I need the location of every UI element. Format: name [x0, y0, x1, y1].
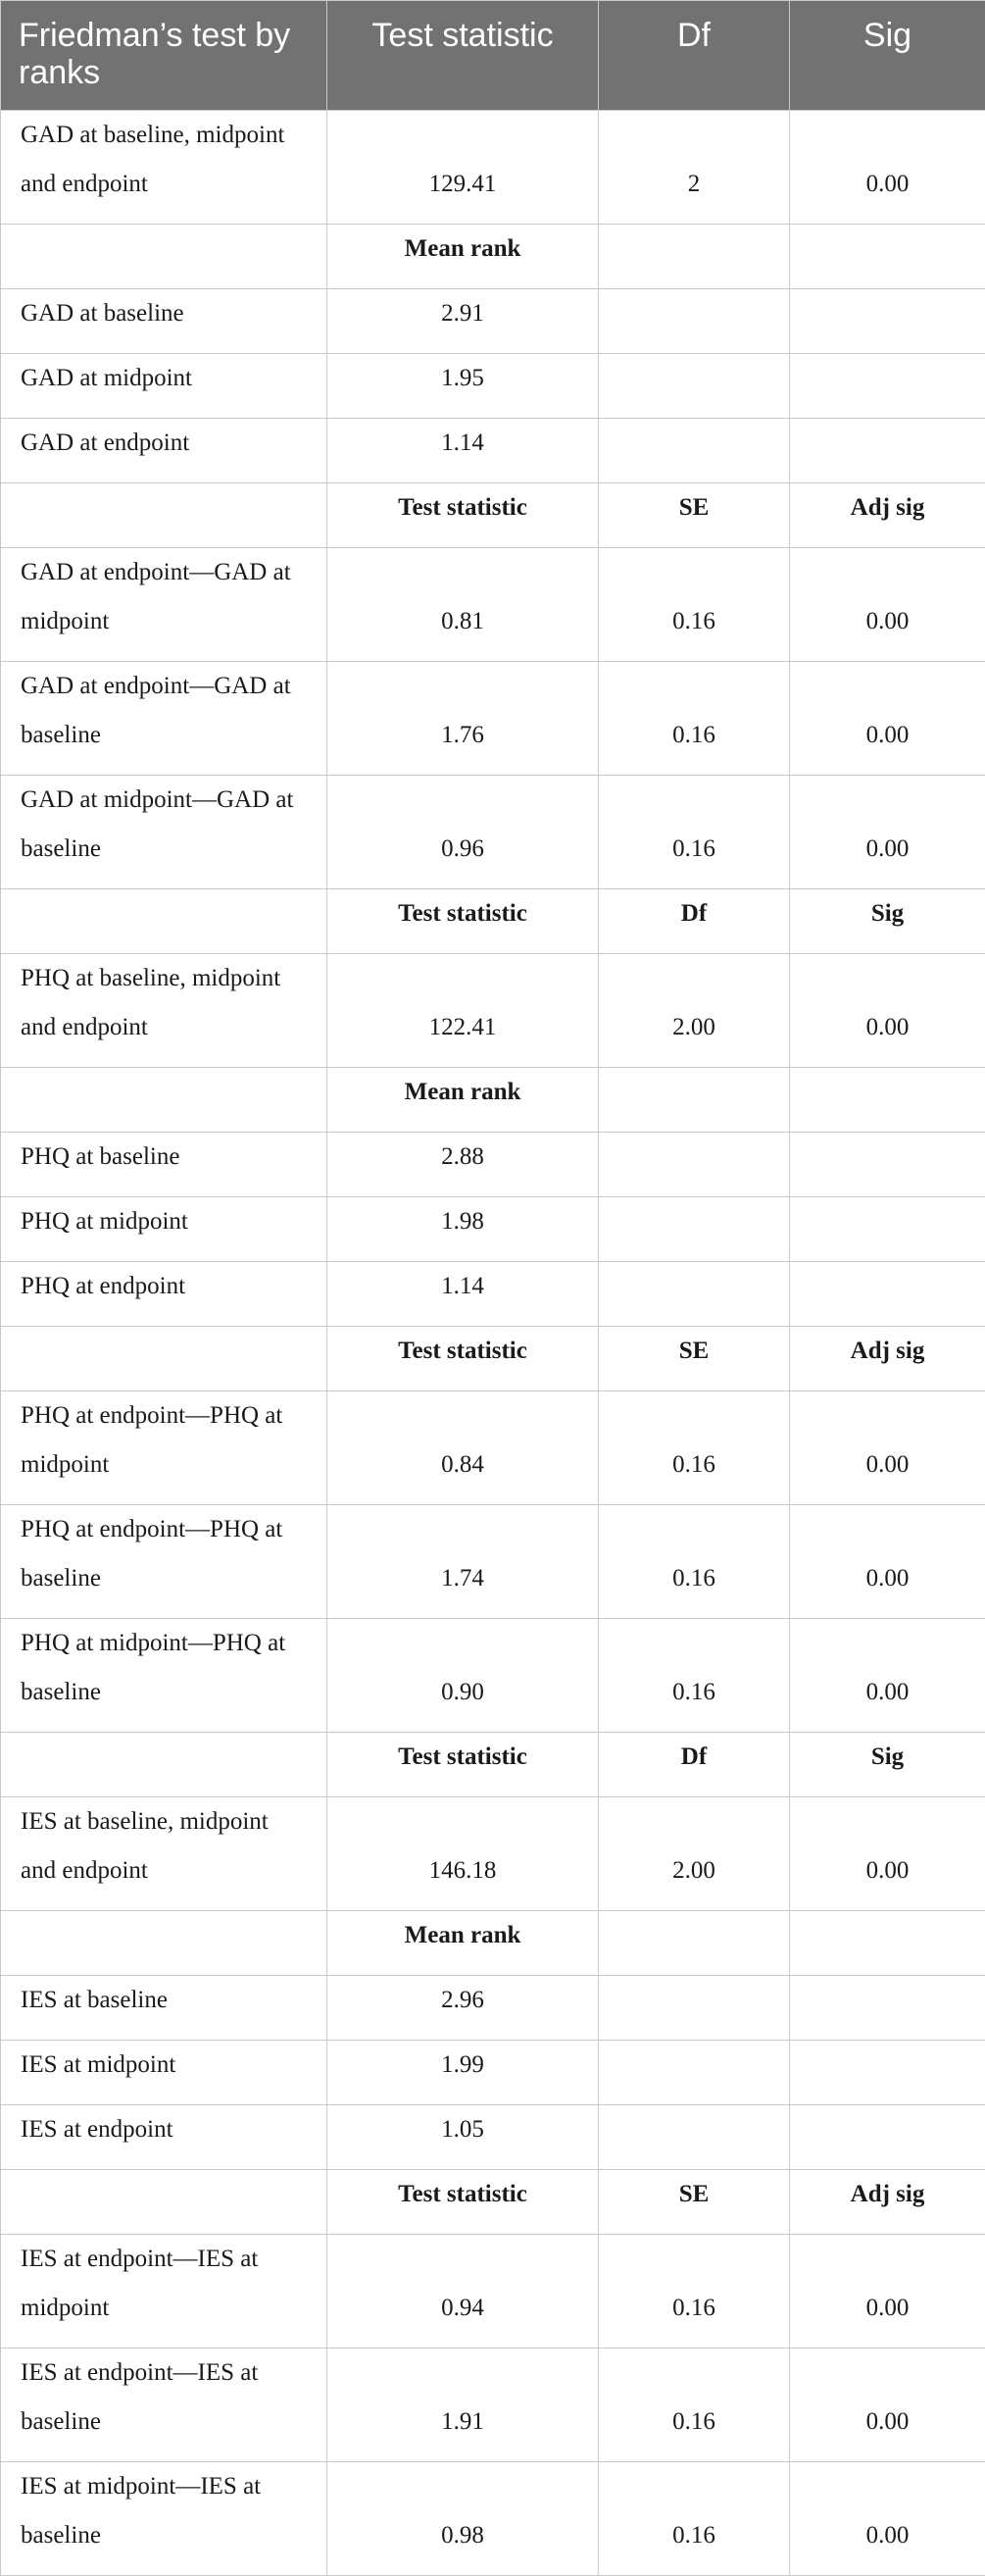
table-row: [1, 1976, 985, 2041]
test-statistic-cell: 146.18: [327, 1797, 599, 1911]
row-label-cell: GAD at endpoint—GAD at baseline: [1, 662, 327, 776]
sig-cell: 0.00: [790, 662, 985, 776]
sig-cell: 0.00: [790, 954, 985, 1068]
sig-cell: [790, 1133, 985, 1197]
df-se-cell: Df: [599, 889, 790, 954]
sig-cell: 0.00: [790, 1391, 985, 1505]
table-row: [1, 2235, 985, 2349]
row-label-cell: GAD at midpoint: [1, 354, 327, 419]
row-label-cell: [1, 2170, 327, 2235]
df-se-cell: Df: [599, 1733, 790, 1797]
df-se-cell: [599, 289, 790, 354]
table-row: [1, 1262, 985, 1327]
row-label-cell: [1, 483, 327, 548]
test-statistic-cell: 129.41: [327, 111, 599, 225]
row-label-cell: [1, 225, 327, 289]
table-row: [1, 776, 985, 889]
sig-cell: [790, 225, 985, 289]
df-se-cell: 0.16: [599, 2349, 790, 2462]
df-se-cell: 0.16: [599, 2235, 790, 2349]
sig-cell: 0.00: [790, 548, 985, 662]
test-statistic-cell: 0.84: [327, 1391, 599, 1505]
df-se-cell: 0.16: [599, 1391, 790, 1505]
subheader-row: [1, 1068, 985, 1133]
row-label-cell: GAD at endpoint: [1, 419, 327, 483]
test-statistic-cell: 1.05: [327, 2105, 599, 2170]
row-label-cell: IES at baseline, midpoint and endpoint: [1, 1797, 327, 1911]
test-statistic-cell: 1.14: [327, 1262, 599, 1327]
df-se-cell: [599, 419, 790, 483]
df-se-cell: SE: [599, 2170, 790, 2235]
test-statistic-cell: 122.41: [327, 954, 599, 1068]
sig-cell: Adj sig: [790, 483, 985, 548]
row-label-cell: [1, 889, 327, 954]
row-label-cell: PHQ at endpoint—PHQ at midpoint: [1, 1391, 327, 1505]
table-row: [1, 1797, 985, 1911]
df-se-cell: [599, 354, 790, 419]
table-row: [1, 1505, 985, 1619]
df-se-cell: [599, 1068, 790, 1133]
test-statistic-cell: 1.99: [327, 2041, 599, 2105]
table-row: [1, 548, 985, 662]
table-row: [1, 111, 985, 225]
sig-cell: [790, 354, 985, 419]
sig-cell: Adj sig: [790, 2170, 985, 2235]
row-label-cell: PHQ at midpoint—PHQ at baseline: [1, 1619, 327, 1733]
df-se-cell: 0.16: [599, 2462, 790, 2576]
row-label-cell: IES at midpoint: [1, 2041, 327, 2105]
test-statistic-cell: 1.91: [327, 2349, 599, 2462]
table-row: [1, 2105, 985, 2170]
df-se-cell: [599, 1133, 790, 1197]
test-statistic-cell: Mean rank: [327, 1068, 599, 1133]
row-label-cell: PHQ at baseline, midpoint and endpoint: [1, 954, 327, 1068]
sig-cell: [790, 1976, 985, 2041]
df-se-cell: 0.16: [599, 1505, 790, 1619]
row-label-cell: GAD at baseline: [1, 289, 327, 354]
row-label-cell: IES at midpoint—IES at baseline: [1, 2462, 327, 2576]
df-se-cell: 2.00: [599, 954, 790, 1068]
header-df: Df: [599, 1, 790, 111]
df-se-cell: SE: [599, 483, 790, 548]
row-label-cell: IES at baseline: [1, 1976, 327, 2041]
sig-cell: [790, 2105, 985, 2170]
df-se-cell: 2.00: [599, 1797, 790, 1911]
sig-cell: 0.00: [790, 1797, 985, 1911]
subheader-row: [1, 1733, 985, 1797]
sig-cell: [790, 1197, 985, 1262]
row-label-cell: PHQ at midpoint: [1, 1197, 327, 1262]
table-row: [1, 954, 985, 1068]
row-label-cell: [1, 1733, 327, 1797]
df-se-cell: SE: [599, 1327, 790, 1391]
sig-cell: 0.00: [790, 1619, 985, 1733]
test-statistic-cell: 1.95: [327, 354, 599, 419]
sig-cell: [790, 1068, 985, 1133]
test-statistic-cell: 2.96: [327, 1976, 599, 2041]
df-se-cell: 0.16: [599, 662, 790, 776]
table-header: [1, 1, 985, 111]
table-row: [1, 1133, 985, 1197]
table-row: [1, 354, 985, 419]
subheader-row: [1, 483, 985, 548]
test-statistic-cell: Test statistic: [327, 1733, 599, 1797]
test-statistic-cell: 1.76: [327, 662, 599, 776]
row-label-cell: IES at endpoint—IES at midpoint: [1, 2235, 327, 2349]
test-statistic-cell: Test statistic: [327, 889, 599, 954]
test-statistic-cell: 0.90: [327, 1619, 599, 1733]
sig-cell: 0.00: [790, 776, 985, 889]
subheader-row: [1, 2170, 985, 2235]
row-label-cell: [1, 1068, 327, 1133]
df-se-cell: [599, 225, 790, 289]
sig-cell: [790, 1911, 985, 1976]
table-row: [1, 1197, 985, 1262]
sig-cell: [790, 2041, 985, 2105]
df-se-cell: [599, 2041, 790, 2105]
sig-cell: Sig: [790, 1733, 985, 1797]
df-se-cell: [599, 1197, 790, 1262]
header-sig: Sig: [790, 1, 985, 111]
df-se-cell: [599, 2105, 790, 2170]
test-statistic-cell: Mean rank: [327, 225, 599, 289]
df-se-cell: 0.16: [599, 548, 790, 662]
sig-cell: 0.00: [790, 2349, 985, 2462]
table-row: [1, 1391, 985, 1505]
table-row: [1, 2349, 985, 2462]
test-statistic-cell: 2.91: [327, 289, 599, 354]
table-body: [1, 111, 985, 2576]
row-label-cell: GAD at baseline, midpoint and endpoint: [1, 111, 327, 225]
sig-cell: 0.00: [790, 111, 985, 225]
sig-cell: 0.00: [790, 1505, 985, 1619]
df-se-cell: [599, 1911, 790, 1976]
test-statistic-cell: Test statistic: [327, 2170, 599, 2235]
test-statistic-cell: Test statistic: [327, 483, 599, 548]
df-se-cell: 0.16: [599, 776, 790, 889]
subheader-row: [1, 1327, 985, 1391]
df-se-cell: 2: [599, 111, 790, 225]
sig-cell: [790, 289, 985, 354]
sig-cell: Sig: [790, 889, 985, 954]
row-label-cell: [1, 1327, 327, 1391]
test-statistic-cell: Test statistic: [327, 1327, 599, 1391]
sig-cell: Adj sig: [790, 1327, 985, 1391]
test-statistic-cell: Mean rank: [327, 1911, 599, 1976]
test-statistic-cell: 0.81: [327, 548, 599, 662]
df-se-cell: [599, 1976, 790, 2041]
sig-cell: 0.00: [790, 2235, 985, 2349]
table-row: [1, 289, 985, 354]
test-statistic-cell: 0.98: [327, 2462, 599, 2576]
test-statistic-cell: 1.98: [327, 1197, 599, 1262]
sig-cell: [790, 1262, 985, 1327]
df-se-cell: [599, 1262, 790, 1327]
test-statistic-cell: 1.74: [327, 1505, 599, 1619]
table-row: [1, 1619, 985, 1733]
table-row: [1, 2041, 985, 2105]
row-label-cell: PHQ at endpoint: [1, 1262, 327, 1327]
table-row: [1, 2462, 985, 2576]
row-label-cell: IES at endpoint—IES at baseline: [1, 2349, 327, 2462]
subheader-row: [1, 889, 985, 954]
subheader-row: [1, 225, 985, 289]
header-test-statistic: Test statistic: [327, 1, 599, 111]
sig-cell: [790, 419, 985, 483]
df-se-cell: 0.16: [599, 1619, 790, 1733]
table-row: [1, 419, 985, 483]
header-test-name: Friedman’s test by ranks: [1, 1, 327, 111]
header-row: [1, 1, 985, 111]
sig-cell: 0.00: [790, 2462, 985, 2576]
row-label-cell: PHQ at endpoint—PHQ at baseline: [1, 1505, 327, 1619]
test-statistic-cell: 0.94: [327, 2235, 599, 2349]
test-statistic-cell: 1.14: [327, 419, 599, 483]
row-label-cell: [1, 1911, 327, 1976]
test-statistic-cell: 2.88: [327, 1133, 599, 1197]
subheader-row: [1, 1911, 985, 1976]
row-label-cell: IES at endpoint: [1, 2105, 327, 2170]
row-label-cell: GAD at endpoint—GAD at midpoint: [1, 548, 327, 662]
row-label-cell: GAD at midpoint—GAD at baseline: [1, 776, 327, 889]
table-row: [1, 662, 985, 776]
row-label-cell: PHQ at baseline: [1, 1133, 327, 1197]
test-statistic-cell: 0.96: [327, 776, 599, 889]
